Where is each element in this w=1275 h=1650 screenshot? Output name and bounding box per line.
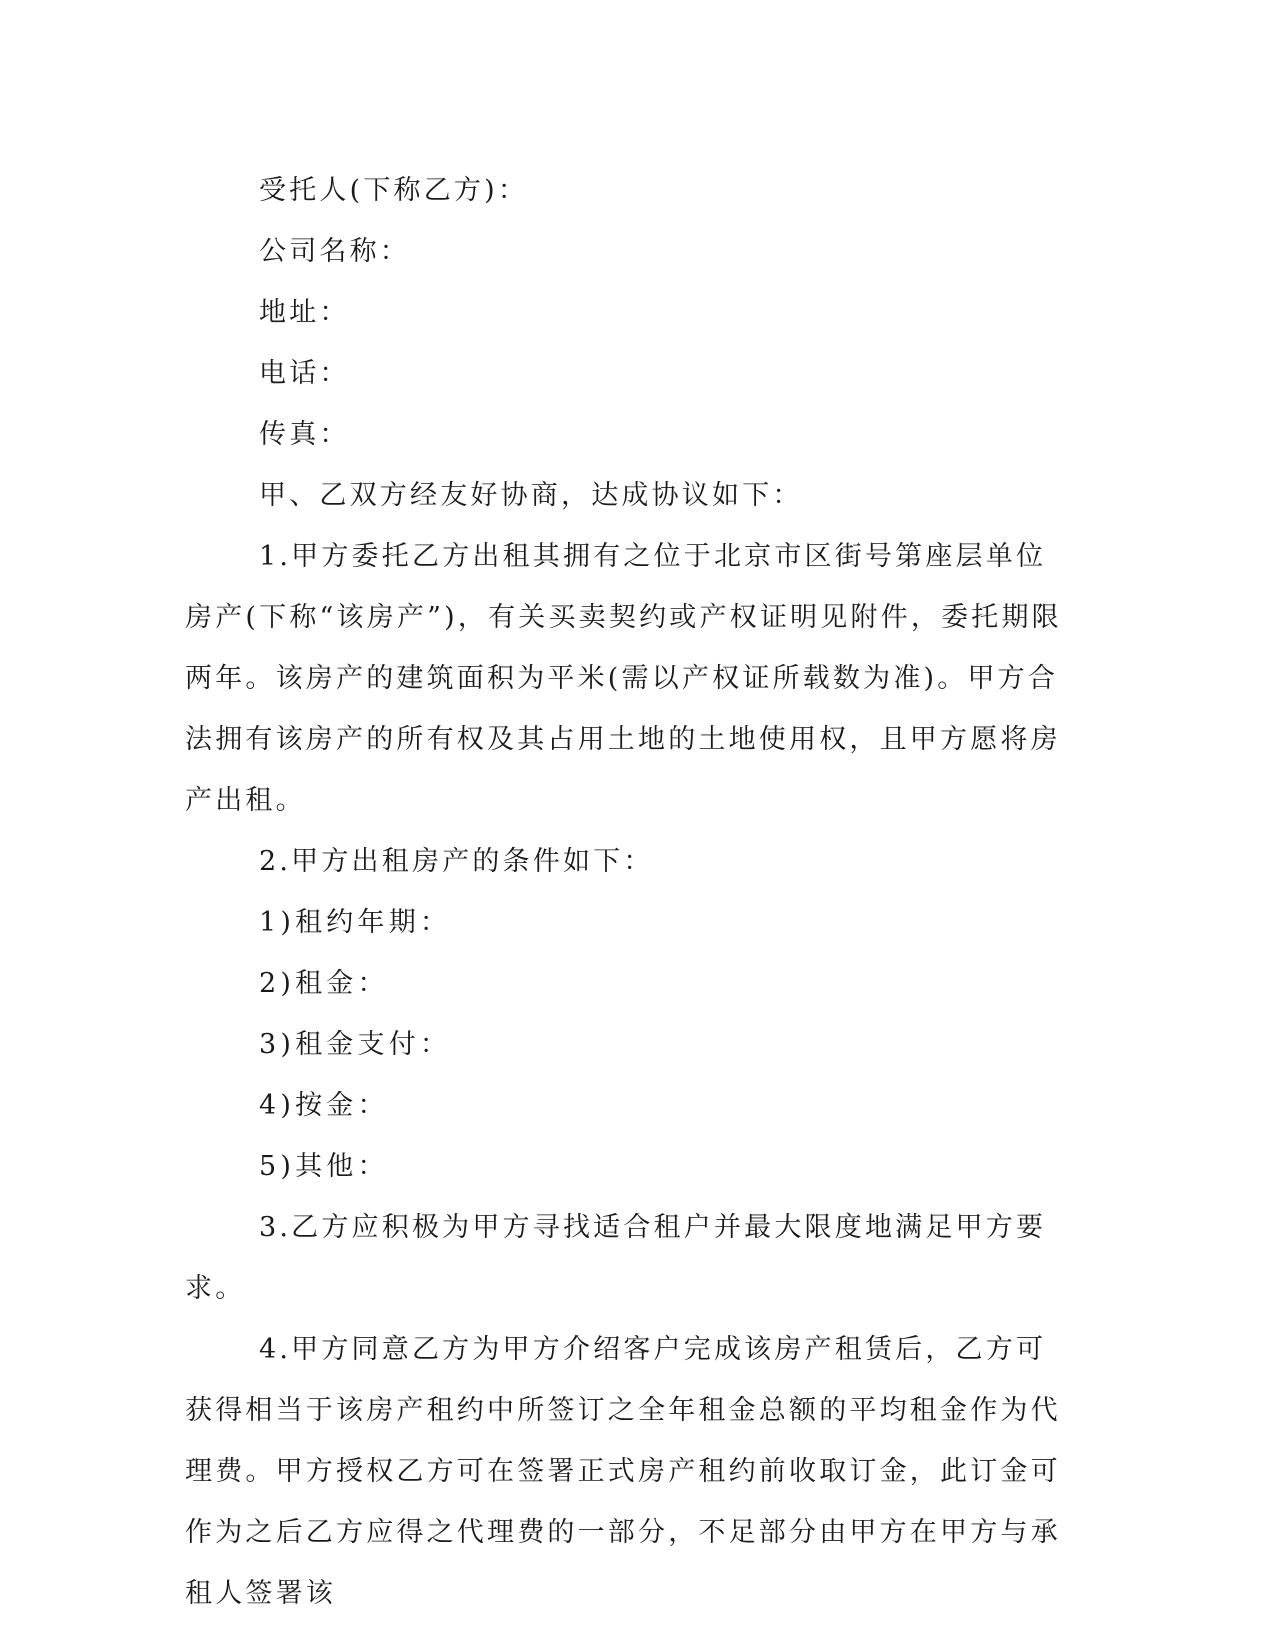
paragraph-clause-4: 4.甲方同意乙方为甲方介绍客户完成该房产租赁后，乙方可获得相当于该房产租约中所签订之全年租金总额的平均租金作为代理费。甲方授权乙方可在签署正式房产租约前收取订金，此订金可作为之后乙方应得之代理费的一部分，不足部分由甲方在甲方与承租人签署该 xyxy=(185,1334,1061,1609)
paragraph-term: 1)租约年期： xyxy=(259,907,452,938)
paragraph-deposit: 4)按金： xyxy=(259,1090,389,1121)
paragraph-address: 地址： xyxy=(259,297,350,328)
paragraph-trustee: 受托人(下称乙方)： xyxy=(259,175,529,206)
paragraph-rent: 2)租金： xyxy=(259,968,389,999)
document-body xyxy=(185,160,1065,1624)
paragraph-rent-payment: 3)租金支付： xyxy=(259,1029,452,1060)
paragraph-clause-2: 2.甲方出租房产的条件如下： xyxy=(259,846,654,877)
paragraph-company-name: 公司名称： xyxy=(259,236,410,267)
paragraph-phone: 电话： xyxy=(259,358,350,389)
paragraph-fax: 传真： xyxy=(259,419,350,450)
paragraph-agreement-intro: 甲、乙双方经友好协商，达成协议如下： xyxy=(259,480,803,511)
paragraph-clause-1: 1.甲方委托乙方出租其拥有之位于北京市区街号第座层单位房产(下称“该房产”)，有关买卖契约或产权证明见附件，委托期限两年。该房产的建筑面积为平米(需以产权证所载数为准)。甲方合法拥有该房产的所有权及其占用土地的土地使用权，且甲方愿将房产出租。 xyxy=(185,541,1062,816)
paragraph-clause-3: 3.乙方应积极为甲方寻找适合租户并最大限度地满足甲方要求。 xyxy=(185,1212,1047,1304)
paragraph-other: 5)其他： xyxy=(259,1151,389,1182)
